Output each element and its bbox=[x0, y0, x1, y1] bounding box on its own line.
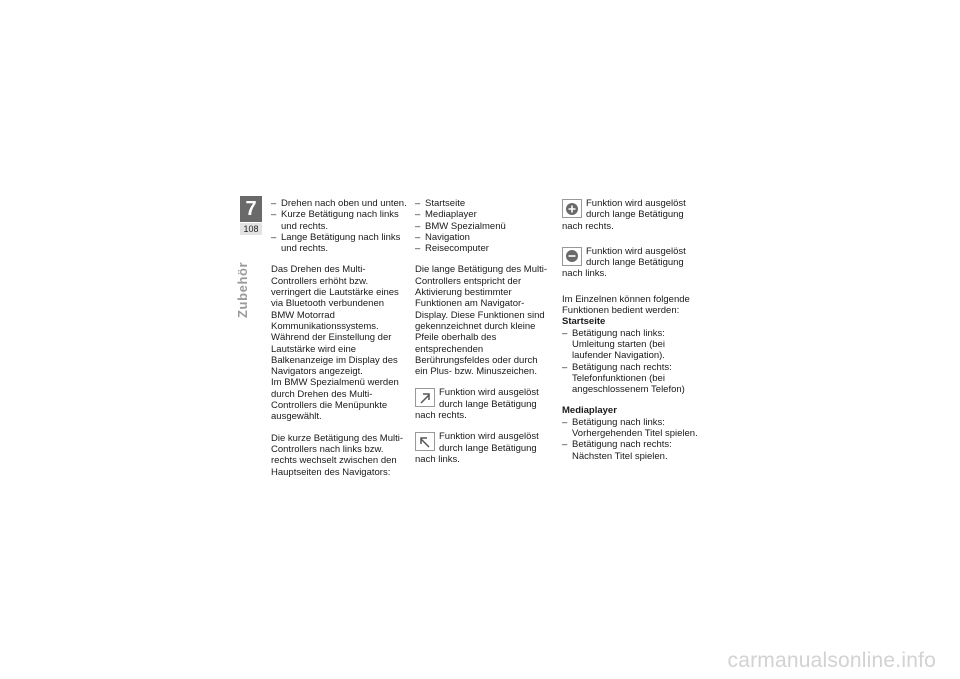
icon-note-minus: Funktion wird ausgelöst durch lange Betätigung nach links. bbox=[562, 245, 686, 280]
minus-circle-icon bbox=[562, 247, 582, 266]
chapter-number: 7 bbox=[240, 196, 262, 222]
list-item: – Betätigung nach rechts: Nächsten Titel spielen. bbox=[562, 439, 702, 462]
main-pages-list bbox=[415, 198, 551, 254]
arrow-up-left-icon bbox=[415, 432, 435, 451]
list-item: – Kurze Betätigung nach links und rechts. bbox=[271, 209, 407, 232]
column-3 bbox=[562, 198, 702, 472]
plus-circle-icon bbox=[562, 199, 582, 218]
control-actions-list bbox=[271, 198, 407, 254]
startseite-list bbox=[562, 328, 702, 396]
list-item: – Betätigung nach links: Umleitung starten (bei laufender Navigation). bbox=[562, 328, 702, 362]
list-item: – Startseite bbox=[415, 198, 551, 209]
list-item: – Betätigung nach links: Vorhergehenden Titel spielen. bbox=[562, 417, 702, 440]
list-item: – Mediaplayer bbox=[415, 209, 551, 220]
icon-note-left: Funktion wird ausgelöst durch lange Betätigung nach links. bbox=[415, 431, 539, 465]
list-item: – Betätigung nach rechts: Telefonfunktionen (bei angeschlossenem Telefon) bbox=[562, 362, 702, 396]
list-item: – BMW Spezialmenü bbox=[415, 221, 551, 232]
heading-startseite: Startseite bbox=[562, 316, 606, 328]
column-2 bbox=[415, 198, 551, 475]
chapter-marker bbox=[240, 196, 262, 235]
page-number: 108 bbox=[240, 222, 262, 235]
list-item: – Lange Betätigung nach links und rechts. bbox=[271, 232, 407, 255]
paragraph: Das Drehen des Multi-Controllers erhöht bzw. verringert die Lautstärke eines via Bluetooth verbundenen BMW Motorrad Kommunikationssystems. Während der Einstellung der Lautstärke wird eine Balkenanzeige im Display des Navigators angezeigt. bbox=[271, 264, 399, 378]
list-item: – Navigation bbox=[415, 232, 551, 243]
column-1 bbox=[271, 198, 407, 488]
section-label: Zubehör bbox=[235, 261, 250, 318]
list-item: – Drehen nach oben und unten. bbox=[271, 198, 407, 209]
paragraph: Im BMW Spezialmenü werden durch Drehen des Multi-Controllers die Menüpunkte ausgewählt. bbox=[271, 377, 399, 423]
watermark: carmanualsonline.info bbox=[727, 649, 936, 672]
arrow-up-right-icon bbox=[415, 388, 435, 407]
icon-note-plus: Funktion wird ausgelöst durch lange Betätigung nach rechts. bbox=[562, 198, 686, 232]
paragraph: Im Einzelnen können folgende Funktionen bedient werden: bbox=[562, 293, 690, 317]
mediaplayer-list bbox=[562, 417, 702, 462]
paragraph: Die kurze Betätigung des Multi-Controllers nach links bzw. rechts wechselt zwischen den Hauptseiten des Navigators: bbox=[271, 432, 404, 478]
icon-note-right: Funktion wird ausgelöst durch lange Betätigung nach rechts. bbox=[415, 387, 539, 422]
heading-mediaplayer: Mediaplayer bbox=[562, 405, 617, 417]
paragraph: Die lange Betätigung des Multi-Controllers entspricht der Aktivierung bestimmter Funktionen am Navigator-Display. Diese Funktionen sind gekennzeichnet durch kleine Pfeile oberhalb des entsprechenden Berührungsfeldes oder durch ein Plus- bzw. Minuszeichen. bbox=[415, 264, 548, 378]
list-item: – Reisecomputer bbox=[415, 243, 551, 254]
